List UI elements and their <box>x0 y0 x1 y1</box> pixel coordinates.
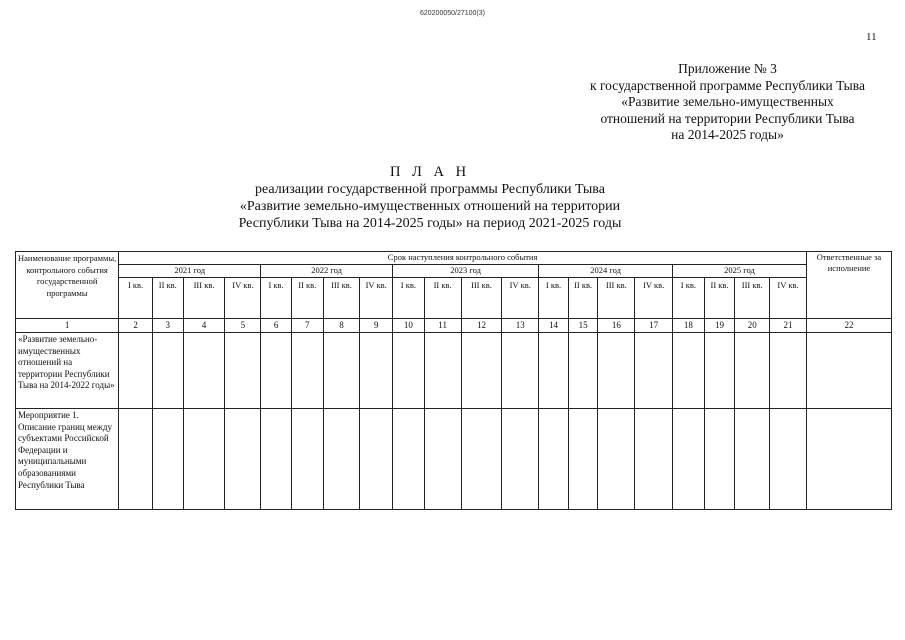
quarter-header: III кв. <box>183 278 225 319</box>
row-name: «Развитие земельно-имущественных отношений на территории Республики Тыва на 2014-2022 годы» <box>16 333 119 409</box>
table-cell <box>393 409 425 510</box>
column-number: 13 <box>502 319 539 333</box>
table-cell <box>323 409 360 510</box>
column-number: 11 <box>424 319 461 333</box>
table-cell <box>461 333 502 409</box>
column-number: 18 <box>673 319 705 333</box>
column-number: 2 <box>119 319 153 333</box>
quarter-header: I кв. <box>119 278 153 319</box>
table-cell <box>424 333 461 409</box>
column-number: 22 <box>806 319 891 333</box>
table-cell <box>152 409 183 510</box>
table-row <box>16 409 892 510</box>
column-number: 5 <box>225 319 261 333</box>
table-cell <box>539 409 569 510</box>
appendix-line: отношений на территории Республики Тыва <box>600 110 855 126</box>
quarter-header: IV кв. <box>770 278 807 319</box>
quarter-header: IV кв. <box>225 278 261 319</box>
table-cell <box>119 409 153 510</box>
responsible-column-header: Ответственные за исполнение <box>806 252 891 319</box>
quarter-header: II кв. <box>568 278 598 319</box>
quarter-header: III кв. <box>598 278 635 319</box>
table-cell <box>770 333 807 409</box>
table-cell <box>323 333 360 409</box>
table-cell <box>673 409 705 510</box>
quarter-header: I кв. <box>673 278 705 319</box>
table-cell <box>806 409 891 510</box>
appendix-line: Приложение № 3 <box>678 61 777 76</box>
table-cell <box>502 409 539 510</box>
quarter-header: II кв. <box>704 278 735 319</box>
table-cell <box>598 409 635 510</box>
quarter-header: IV кв. <box>360 278 393 319</box>
document-code: 620200050/27100(3) <box>419 10 485 17</box>
table-cell <box>225 333 261 409</box>
deadline-header: Срок наступления контрольного события <box>119 252 807 265</box>
table-cell <box>673 333 705 409</box>
plan-title-line: реализации государственной программы Республики Тыва <box>255 182 605 197</box>
column-number: 10 <box>393 319 425 333</box>
appendix-header <box>555 61 900 144</box>
quarter-header: II кв. <box>291 278 323 319</box>
column-number: 4 <box>183 319 225 333</box>
table-cell <box>502 333 539 409</box>
year-header: 2023 год <box>393 265 539 278</box>
appendix-line: на 2014-2025 годы» <box>671 127 784 142</box>
year-header: 2025 год <box>673 265 807 278</box>
quarter-header: IV кв. <box>502 278 539 319</box>
plan-heading: П Л А Н <box>389 164 471 180</box>
quarter-header: III кв. <box>323 278 360 319</box>
year-header: 2021 год <box>119 265 261 278</box>
quarter-header: II кв. <box>424 278 461 319</box>
quarter-header: I кв. <box>393 278 425 319</box>
column-number: 19 <box>704 319 735 333</box>
column-number: 12 <box>461 319 502 333</box>
table-cell <box>598 333 635 409</box>
table-cell <box>183 333 225 409</box>
year-header: 2022 год <box>261 265 393 278</box>
table-cell <box>704 333 735 409</box>
plan-title-line: Республики Тыва на 2014-2025 годы» на период 2021-2025 годы <box>238 216 622 231</box>
column-number: 1 <box>16 319 119 333</box>
column-number: 17 <box>635 319 673 333</box>
table-cell <box>360 333 393 409</box>
column-number: 21 <box>770 319 807 333</box>
row-name: Мероприятие 1. Описание границ между субъектами Российской Федерации и муниципальными образованиями Республики Тыва <box>16 409 119 510</box>
table-cell <box>568 409 598 510</box>
table-row <box>16 333 892 409</box>
page-number: 11 <box>866 31 877 43</box>
plan-title-line: «Развитие земельно-имущественных отношений на территории <box>239 199 621 214</box>
table-cell <box>806 333 891 409</box>
column-number: 15 <box>568 319 598 333</box>
table-cell <box>635 333 673 409</box>
table-cell <box>770 409 807 510</box>
year-header: 2024 год <box>539 265 673 278</box>
column-number: 20 <box>735 319 770 333</box>
column-number: 8 <box>323 319 360 333</box>
table-cell <box>735 333 770 409</box>
quarter-header: IV кв. <box>635 278 673 319</box>
table-cell <box>635 409 673 510</box>
table-cell <box>704 409 735 510</box>
table-cell <box>119 333 153 409</box>
table-cell <box>461 409 502 510</box>
column-number: 14 <box>539 319 569 333</box>
quarter-header: I кв. <box>261 278 292 319</box>
plan-table <box>15 251 892 510</box>
column-number: 16 <box>598 319 635 333</box>
appendix-line: «Развитие земельно-имущественных <box>621 94 834 109</box>
table-cell <box>539 333 569 409</box>
column-number: 7 <box>291 319 323 333</box>
table-cell <box>291 333 323 409</box>
quarter-header: II кв. <box>152 278 183 319</box>
table-cell <box>183 409 225 510</box>
table-cell <box>291 409 323 510</box>
table-cell <box>360 409 393 510</box>
table-cell <box>735 409 770 510</box>
plan-title <box>200 164 660 232</box>
name-column-header: Наименование программы, контрольного события государственной программы <box>16 252 119 319</box>
table-cell <box>152 333 183 409</box>
quarter-header: III кв. <box>735 278 770 319</box>
table-cell <box>393 333 425 409</box>
table-cell <box>261 333 292 409</box>
quarter-header: I кв. <box>539 278 569 319</box>
column-number: 6 <box>261 319 292 333</box>
quarter-header: III кв. <box>461 278 502 319</box>
table-cell <box>225 409 261 510</box>
table-cell <box>261 409 292 510</box>
appendix-line: к государственной программе Республики Тыва <box>590 77 865 93</box>
column-number: 3 <box>152 319 183 333</box>
table-cell <box>568 333 598 409</box>
table-cell <box>424 409 461 510</box>
column-number: 9 <box>360 319 393 333</box>
